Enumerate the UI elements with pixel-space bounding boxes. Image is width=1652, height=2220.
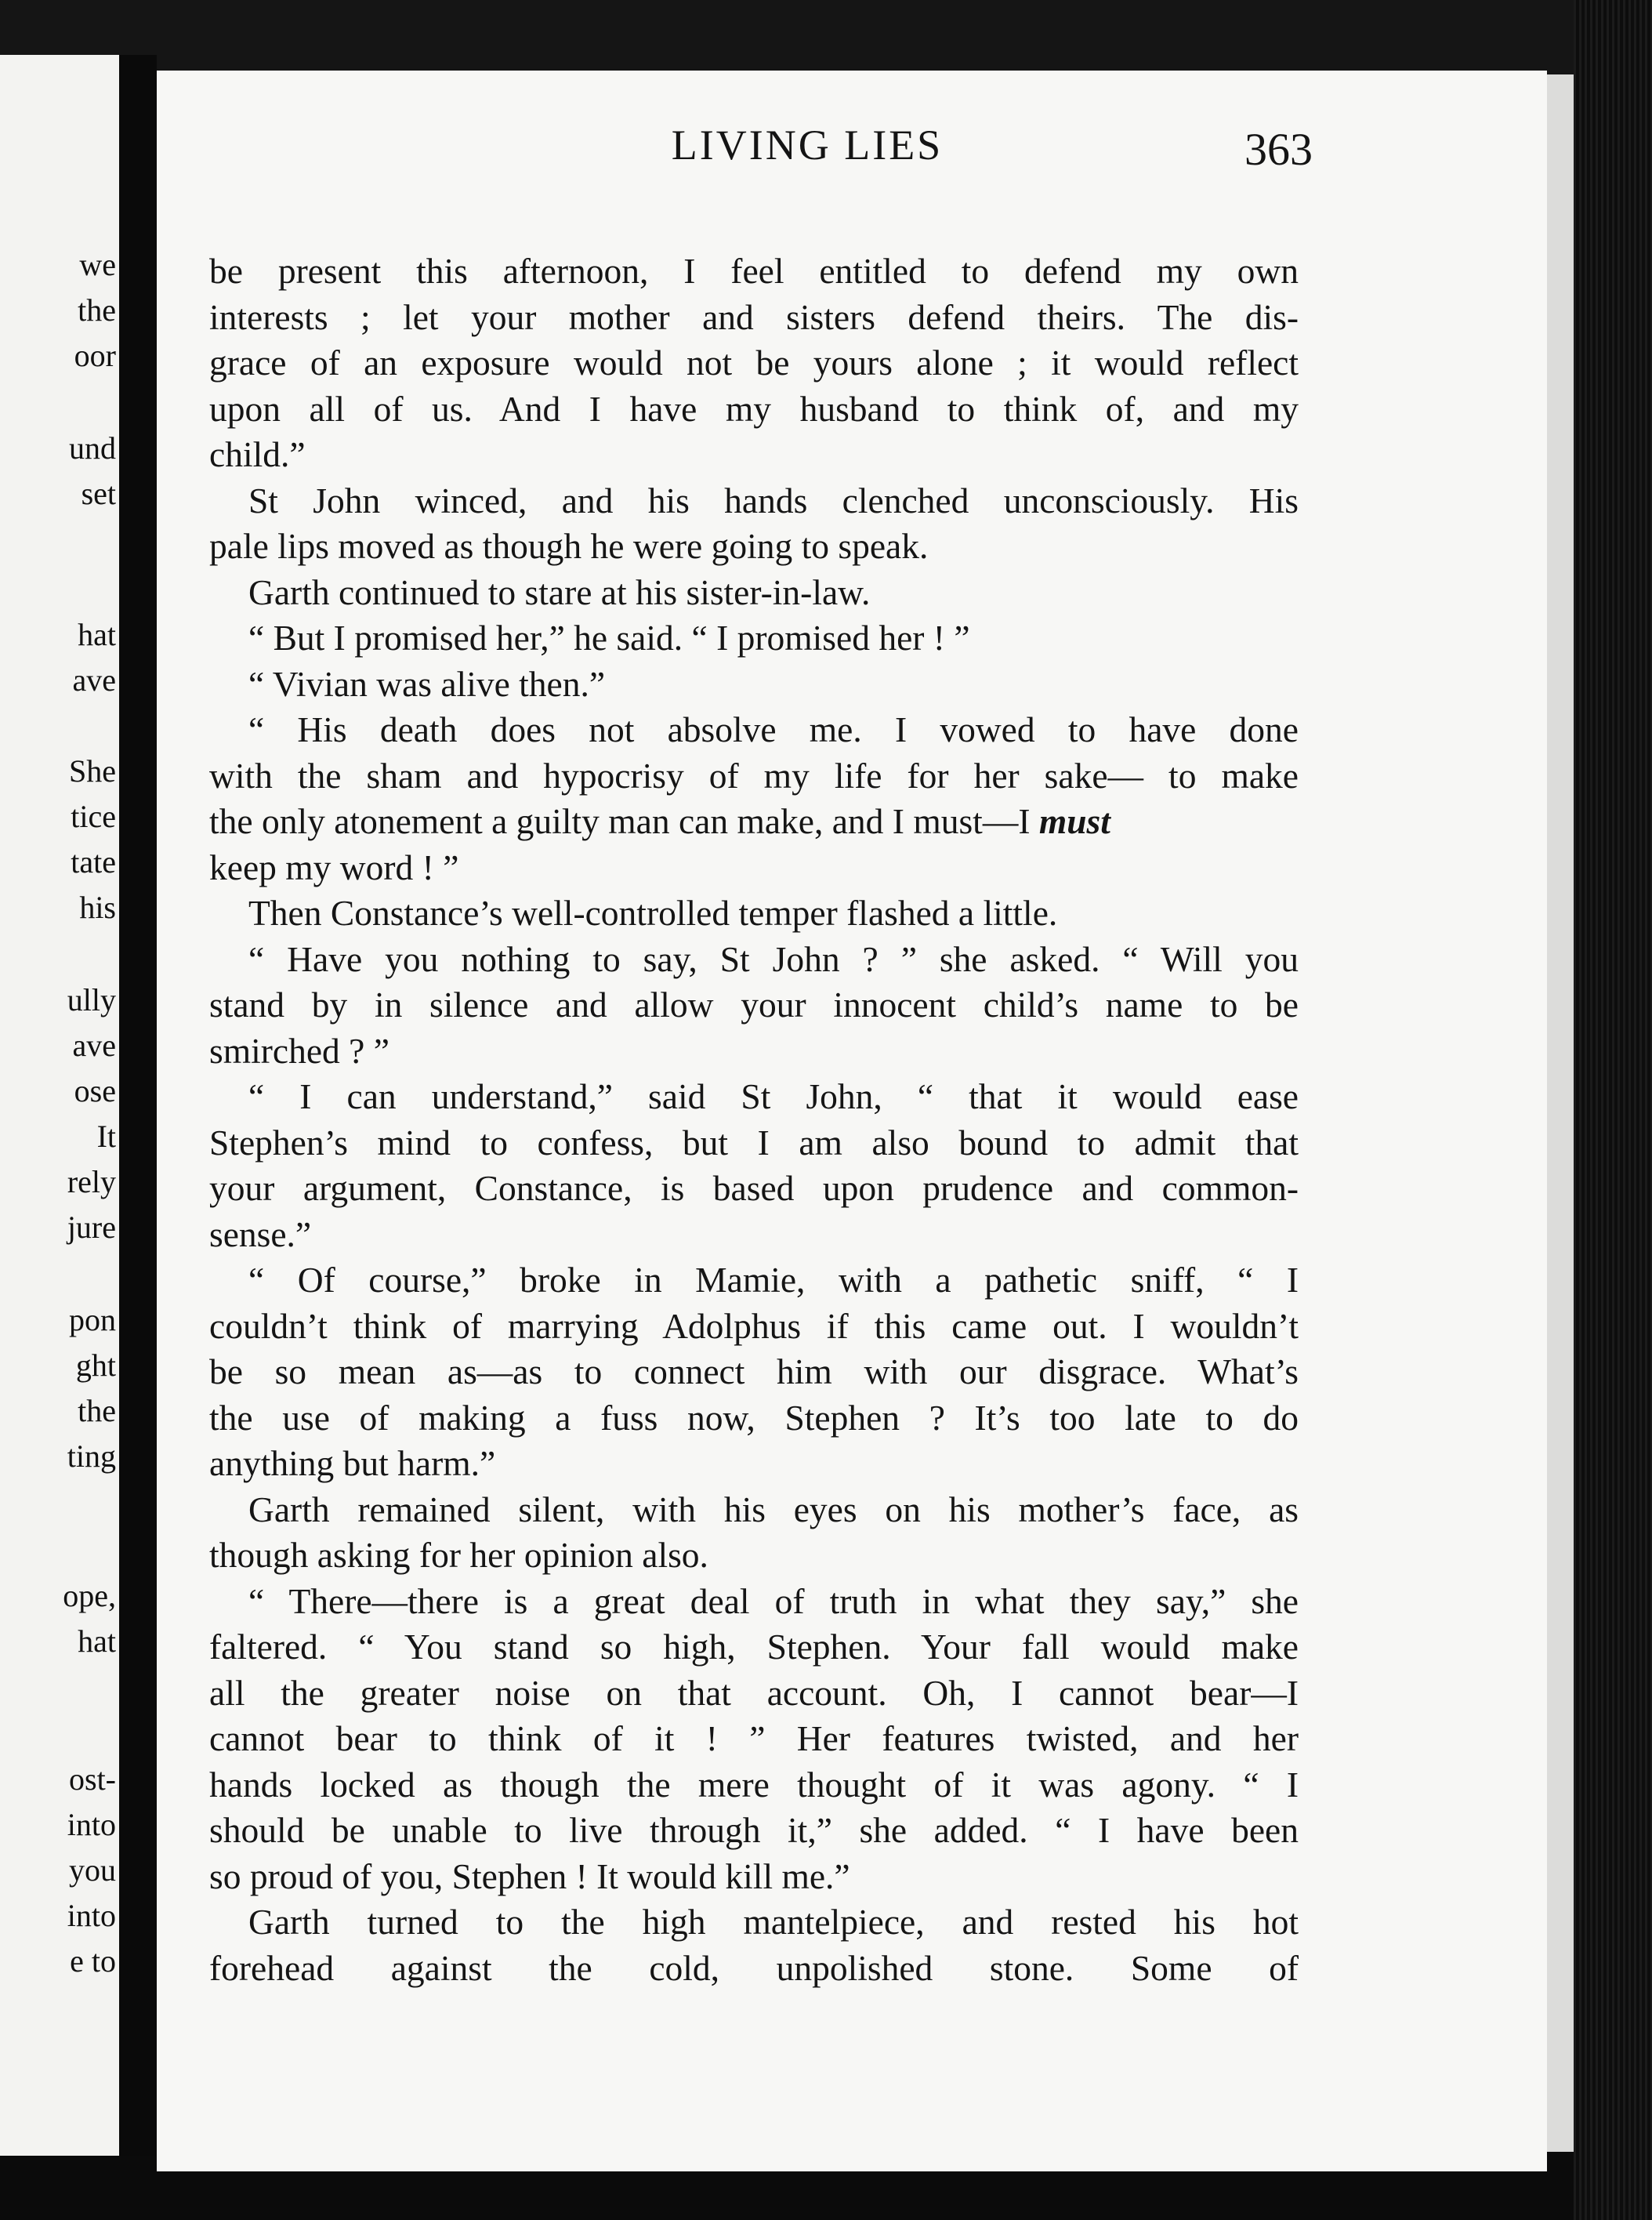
facing-page-fragment: jure (67, 1210, 116, 1245)
paragraph (209, 1074, 1299, 1257)
text-line (209, 799, 1299, 845)
text-line: upon all of us. And I have my husband to think of, and my (209, 388, 1299, 429)
text-line: “ There—there is a great deal of truth in what they say,” she (248, 1580, 1299, 1621)
facing-page-fragment: ave (72, 1028, 116, 1063)
facing-page-fragment: we (79, 247, 116, 282)
text-line: all the greater noise on that account. Oh, I cannot bear—I (209, 1672, 1299, 1713)
text-line: forehead against the cold, unpolished stone. Some of (209, 1947, 1299, 1988)
paragraph (209, 891, 1299, 937)
text-line-part: the only atonement a guilty man can make, and I must—I (209, 801, 1031, 841)
text-line: Garth continued to stare at his sister-in-law. (248, 571, 871, 612)
paragraph (209, 937, 1299, 1075)
facing-page-fragment: rely (67, 1164, 116, 1199)
facing-page-fragment: ose (74, 1073, 116, 1108)
facing-page-fragment: the (78, 1393, 116, 1428)
text-line: “ I can understand,” said St John, “ that it would ease (248, 1076, 1299, 1116)
text-line: faltered. “ You stand so high, Stephen. Your fall would make (209, 1627, 1299, 1667)
facing-page-fragment: into (67, 1807, 116, 1842)
text-line: cannot bear to think of it ! ” Her features twisted, and her (209, 1718, 1299, 1758)
facing-page-fragment: ght (75, 1348, 116, 1383)
text-line: the use of making a fuss now, Stephen ? It’s too late to do (209, 1397, 1299, 1438)
book-gutter (119, 55, 157, 2156)
text-line: grace of an exposure would not be yours alone ; it would reflect (209, 343, 1299, 383)
text-line: should be unable to live through it,” she added. “ I have been (209, 1810, 1299, 1850)
page-header (157, 110, 1547, 180)
running-title: LIVING LIES (671, 122, 944, 169)
facing-page-fragment: She (69, 753, 116, 789)
facing-page-fragment: ost- (69, 1761, 116, 1797)
emphasis-text: must (1038, 801, 1110, 841)
facing-page-fragment: you (69, 1852, 116, 1888)
text-line: so proud of you, Stephen ! It would kill me.” (209, 1855, 850, 1896)
paragraph (209, 707, 1299, 891)
text-line: Then Constance’s well-controlled temper flashed a little. (248, 893, 1058, 933)
facing-page-fragment: ting (67, 1438, 116, 1474)
facing-page-fragment: e to (70, 1943, 116, 1979)
text-line: “ But I promised her,” he said. “ I promised her ! ” (248, 618, 970, 658)
paragraph (209, 1899, 1299, 1991)
facing-page-fragment: pon (69, 1302, 116, 1337)
facing-page-fragment: tate (71, 844, 116, 880)
text-line: keep my word ! ” (209, 847, 459, 887)
text-line: be so mean as—as to connect him with our disgrace. What’s (209, 1351, 1299, 1391)
facing-page-fragment: the (78, 292, 116, 328)
page-edge-shadow (1547, 74, 1574, 2152)
facing-page-fragment: his (79, 890, 116, 925)
facing-page-edge (0, 55, 119, 2156)
text-line: with the sham and hypocrisy of my life for her sake— to make (209, 755, 1299, 796)
text-line: “ Have you nothing to say, St John ? ” she asked. “ Will you (248, 938, 1299, 979)
text-line: pale lips moved as though he were going to speak. (209, 526, 929, 566)
paragraph (209, 1257, 1299, 1487)
facing-page-fragment: und (69, 430, 116, 466)
text-line: your argument, Constance, is based upon prudence and common- (209, 1168, 1299, 1208)
text-line: sense.” (209, 1213, 312, 1254)
paragraph (209, 615, 1299, 662)
text-line: hands locked as though the mere thought of it was agony. “ I (209, 1764, 1299, 1805)
text-line: “ Of course,” broke in Mamie, with a pathetic sniff, “ I (248, 1260, 1299, 1300)
text-line: St John winced, and his hands clenched unconsciously. His (248, 480, 1299, 521)
text-line: smirched ? ” (209, 1030, 389, 1071)
page-body (209, 248, 1299, 1991)
text-line: anything but harm.” (209, 1443, 496, 1483)
paragraph (209, 478, 1299, 570)
text-line: though asking for her opinion also. (209, 1535, 708, 1575)
paragraph (209, 248, 1299, 478)
facing-page-fragment: ave (72, 662, 116, 698)
facing-page-fragment: oor (74, 338, 116, 373)
facing-page-fragment: hat (78, 1623, 116, 1659)
facing-page-fragment: ope, (63, 1578, 116, 1613)
facing-page-fragment: set (81, 476, 116, 511)
book-cover-edge (1574, 0, 1652, 2220)
facing-page-fragment: hat (78, 617, 116, 652)
facing-page-fragment: It (96, 1119, 116, 1154)
facing-page-fragment: into (67, 1898, 116, 1933)
facing-page-fragment: ully (67, 982, 116, 1018)
text-line: Stephen’s mind to confess, but I am also bound to admit that (209, 1122, 1299, 1163)
text-line: Garth turned to the high mantelpiece, and rested his hot (248, 1902, 1299, 1942)
text-line: be present this afternoon, I feel entitled to defend my own (209, 251, 1299, 291)
paragraph (209, 1487, 1299, 1579)
text-line: Garth remained silent, with his eyes on his mother’s face, as (248, 1489, 1299, 1529)
paragraph (209, 570, 1299, 616)
text-line: interests ; let your mother and sisters defend theirs. The dis- (209, 296, 1299, 337)
text-line: “ His death does not absolve me. I vowed to have done (248, 709, 1299, 749)
text-line: couldn’t think of marrying Adolphus if this came out. I wouldn’t (209, 1305, 1299, 1346)
text-line: stand by in silence and allow your innocent child’s name to be (209, 985, 1299, 1025)
text-line: child.” (209, 434, 306, 474)
text-line: “ Vivian was alive then.” (248, 663, 606, 704)
facing-page-fragment: tice (71, 799, 116, 834)
paragraph (209, 662, 1299, 708)
page-number: 363 (1244, 124, 1313, 175)
paragraph (209, 1579, 1299, 1900)
